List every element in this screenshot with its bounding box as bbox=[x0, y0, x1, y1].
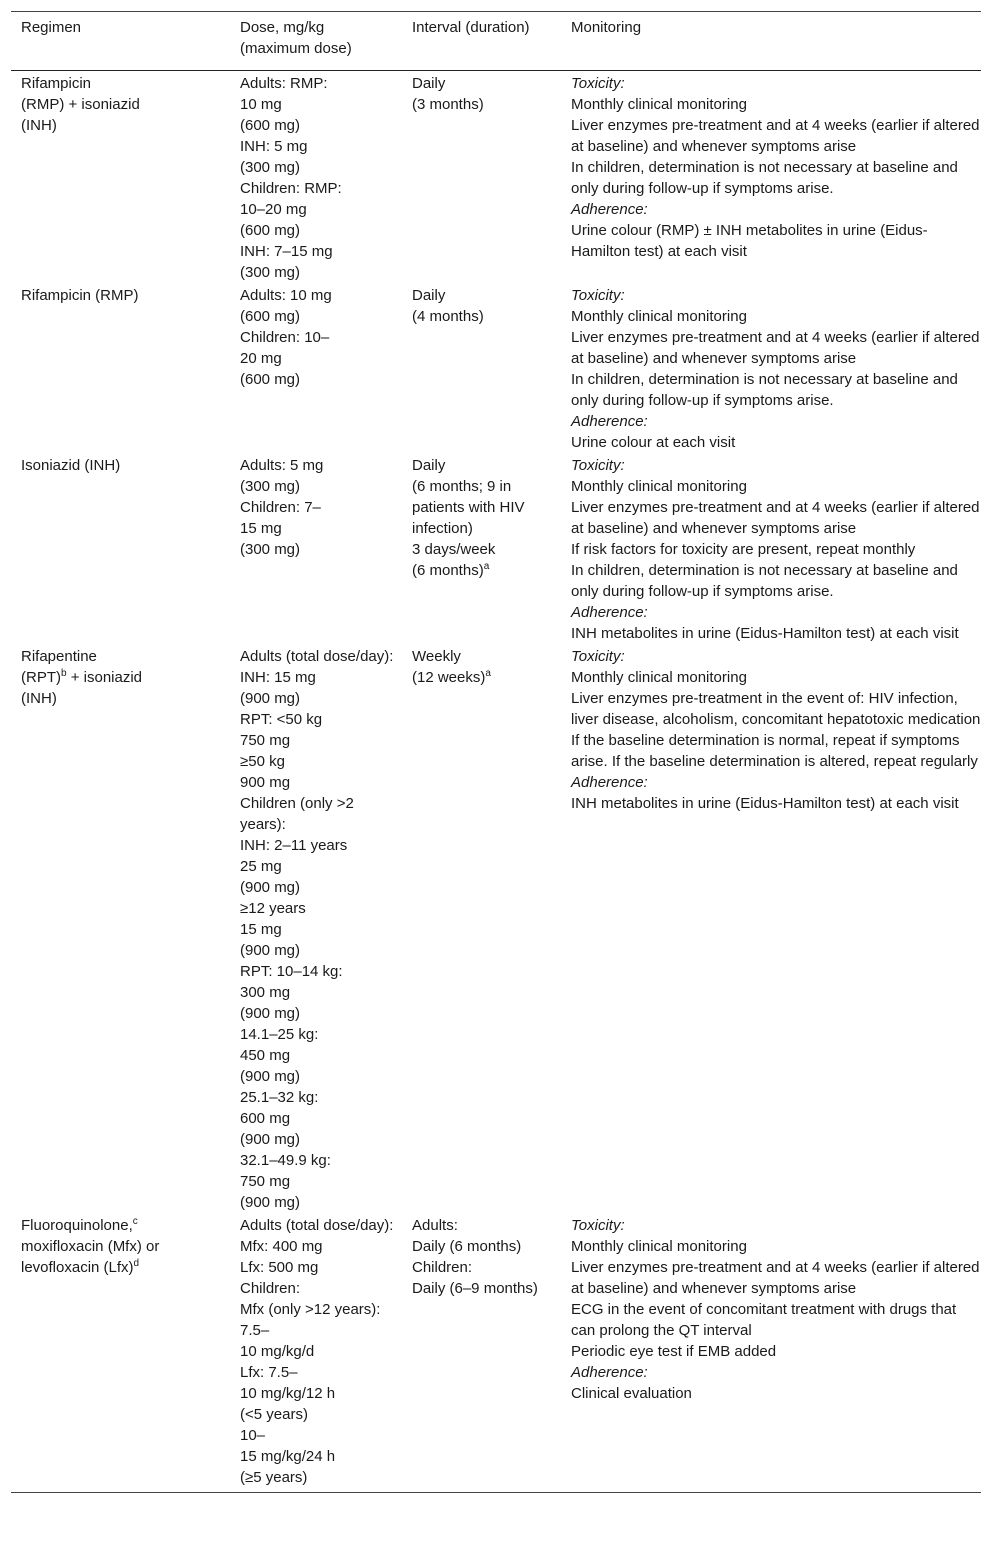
adherence-label: Adherence: bbox=[571, 1364, 648, 1381]
adherence-text: INH metabolites in urine (Eidus-Hamilton test) at each visit bbox=[571, 795, 959, 812]
interval-cell bbox=[402, 644, 561, 1213]
footnote-marker: b bbox=[61, 668, 67, 679]
adherence-text: Urine colour (RMP) ± INH metabolites in urine (Eidus-Hamilton test) at each visit bbox=[571, 222, 928, 260]
toxicity-text: Monthly clinical monitoring Liver enzymes pre-treatment in the event of: HIV infection, liver disease, alcoholism, concomitant hepatotoxic medication If the baseline determination is normal, repeat if symptoms arise. If the baseline determination is altered, repeat regularly bbox=[571, 669, 981, 770]
adherence-label: Adherence: bbox=[571, 201, 648, 218]
regimen-cell bbox=[11, 644, 230, 1213]
toxicity-label: Toxicity: bbox=[571, 75, 625, 92]
regimen-text: Rifapentine (RPT) bbox=[21, 648, 97, 686]
table-bottom-rule bbox=[11, 1492, 981, 1493]
interval-cell: Adults: Daily (6 months) Children: Daily (6–9 months) bbox=[412, 1217, 538, 1297]
table-row bbox=[11, 1213, 981, 1492]
toxicity-text: Monthly clinical monitoring Liver enzymes pre-treatment and at 4 weeks (earlier if altered at baseline) and whenever symptoms arise If risk factors for toxicity are present, repeat monthly In children, determination is not necessary at baseline and only during follow-up if symptoms arise. bbox=[571, 478, 980, 600]
toxicity-label: Toxicity: bbox=[571, 1217, 625, 1234]
table-row bbox=[11, 453, 981, 644]
toxicity-text: Monthly clinical monitoring Liver enzymes pre-treatment and at 4 weeks (earlier if altered at baseline) and whenever symptoms arise In children, determination is not necessary at baseline and only during follow-up if symptoms arise. bbox=[571, 308, 980, 409]
footnote-marker: c bbox=[132, 1216, 138, 1227]
toxicity-label: Toxicity: bbox=[571, 648, 625, 665]
header-monitoring: Monitoring bbox=[571, 19, 642, 36]
regimen-text: Fluoroquinolone, bbox=[21, 1217, 133, 1234]
regimen-table bbox=[11, 11, 981, 1493]
dose-cell: Adults: 5 mg (300 mg) Children: 7– 15 mg (300 mg) bbox=[240, 457, 324, 558]
regimen-text: + isoniazid (INH) bbox=[21, 669, 143, 707]
interval-cell: Daily (3 months) bbox=[412, 75, 484, 113]
regimen-cell: Isoniazid (INH) bbox=[21, 457, 121, 474]
dose-cell: Adults: RMP: 10 mg (600 mg) INH: 5 mg (300 mg) Children: RMP: 10–20 mg (600 mg) INH: 7–15 mg (300 mg) bbox=[240, 75, 342, 281]
toxicity-label: Toxicity: bbox=[571, 457, 625, 474]
monitoring-cell bbox=[561, 453, 981, 644]
dose-cell: Adults: 10 mg (600 mg) Children: 10– 20 mg (600 mg) bbox=[240, 287, 332, 388]
adherence-label: Adherence: bbox=[571, 774, 648, 791]
adherence-label: Adherence: bbox=[571, 413, 648, 430]
monitoring-cell bbox=[561, 1213, 981, 1488]
regimen-cell: Rifampicin (RMP) bbox=[21, 287, 139, 304]
header-dose: Dose, mg/kg (maximum dose) bbox=[240, 19, 352, 57]
footnote-marker: a bbox=[483, 561, 490, 572]
toxicity-label: Toxicity: bbox=[571, 287, 625, 304]
table-row bbox=[11, 644, 981, 1213]
table-header-row bbox=[11, 12, 981, 70]
interval-text: Weekly (12 weeks) bbox=[412, 648, 486, 686]
interval-text: Daily (6 months; 9 in patients with HIV infection) 3 days/week (6 months) bbox=[412, 457, 525, 579]
toxicity-text: Monthly clinical monitoring Liver enzymes pre-treatment and at 4 weeks (earlier if altered at baseline) and whenever symptoms arise ECG in the event of concomitant treatment with drugs that can prolong the QT interval Periodic eye test if EMB added bbox=[571, 1238, 980, 1360]
interval-cell bbox=[402, 453, 561, 644]
monitoring-cell bbox=[561, 283, 981, 453]
regimen-text: moxifloxacin (Mfx) or levofloxacin (Lfx) bbox=[21, 1238, 160, 1276]
toxicity-text: Monthly clinical monitoring Liver enzymes pre-treatment and at 4 weeks (earlier if altered at baseline) and whenever symptoms arise In children, determination is not necessary at baseline and only during follow-up if symptoms arise. bbox=[571, 96, 980, 197]
interval-cell: Daily (4 months) bbox=[412, 287, 484, 325]
monitoring-cell bbox=[561, 71, 981, 283]
footnote-marker: a bbox=[485, 668, 491, 679]
table-row bbox=[11, 283, 981, 453]
footnote-marker: d bbox=[133, 1258, 140, 1269]
adherence-label: Adherence: bbox=[571, 604, 648, 621]
adherence-text: Urine colour at each visit bbox=[571, 434, 736, 451]
adherence-text: Clinical evaluation bbox=[571, 1385, 692, 1402]
regimen-cell bbox=[11, 1213, 230, 1488]
adherence-text: INH metabolites in urine (Eidus-Hamilton test) at each visit bbox=[571, 625, 959, 642]
header-interval: Interval (duration) bbox=[412, 19, 530, 36]
table-row bbox=[11, 71, 981, 283]
dose-cell: Adults (total dose/day): INH: 15 mg (900 mg) RPT: <50 kg 750 mg ≥50 kg 900 mg Children (only >2 years): INH: 2–11 years 25 mg (900 mg) ≥12 years 15 mg (900 mg) RPT: 10–14 kg: 300 mg (900 mg) 14.1–25 kg: 450 mg (900 mg) 25.1–32 kg: 600 mg (900 mg) 32.1–49.9 kg: 750 mg (900 mg) bbox=[240, 648, 394, 1211]
dose-cell: Adults (total dose/day): Mfx: 400 mg Lfx: 500 mg Children: Mfx (only >12 years): 7.5– 10 mg/kg/d Lfx: 7.5– 10 mg/kg/12 h (<5 years) 10– 15 mg/kg/24 h (≥5 years) bbox=[240, 1217, 394, 1486]
header-regimen: Regimen bbox=[21, 19, 82, 36]
regimen-cell: Rifampicin (RMP) + isoniazid (INH) bbox=[21, 75, 140, 134]
monitoring-cell bbox=[561, 644, 981, 1213]
